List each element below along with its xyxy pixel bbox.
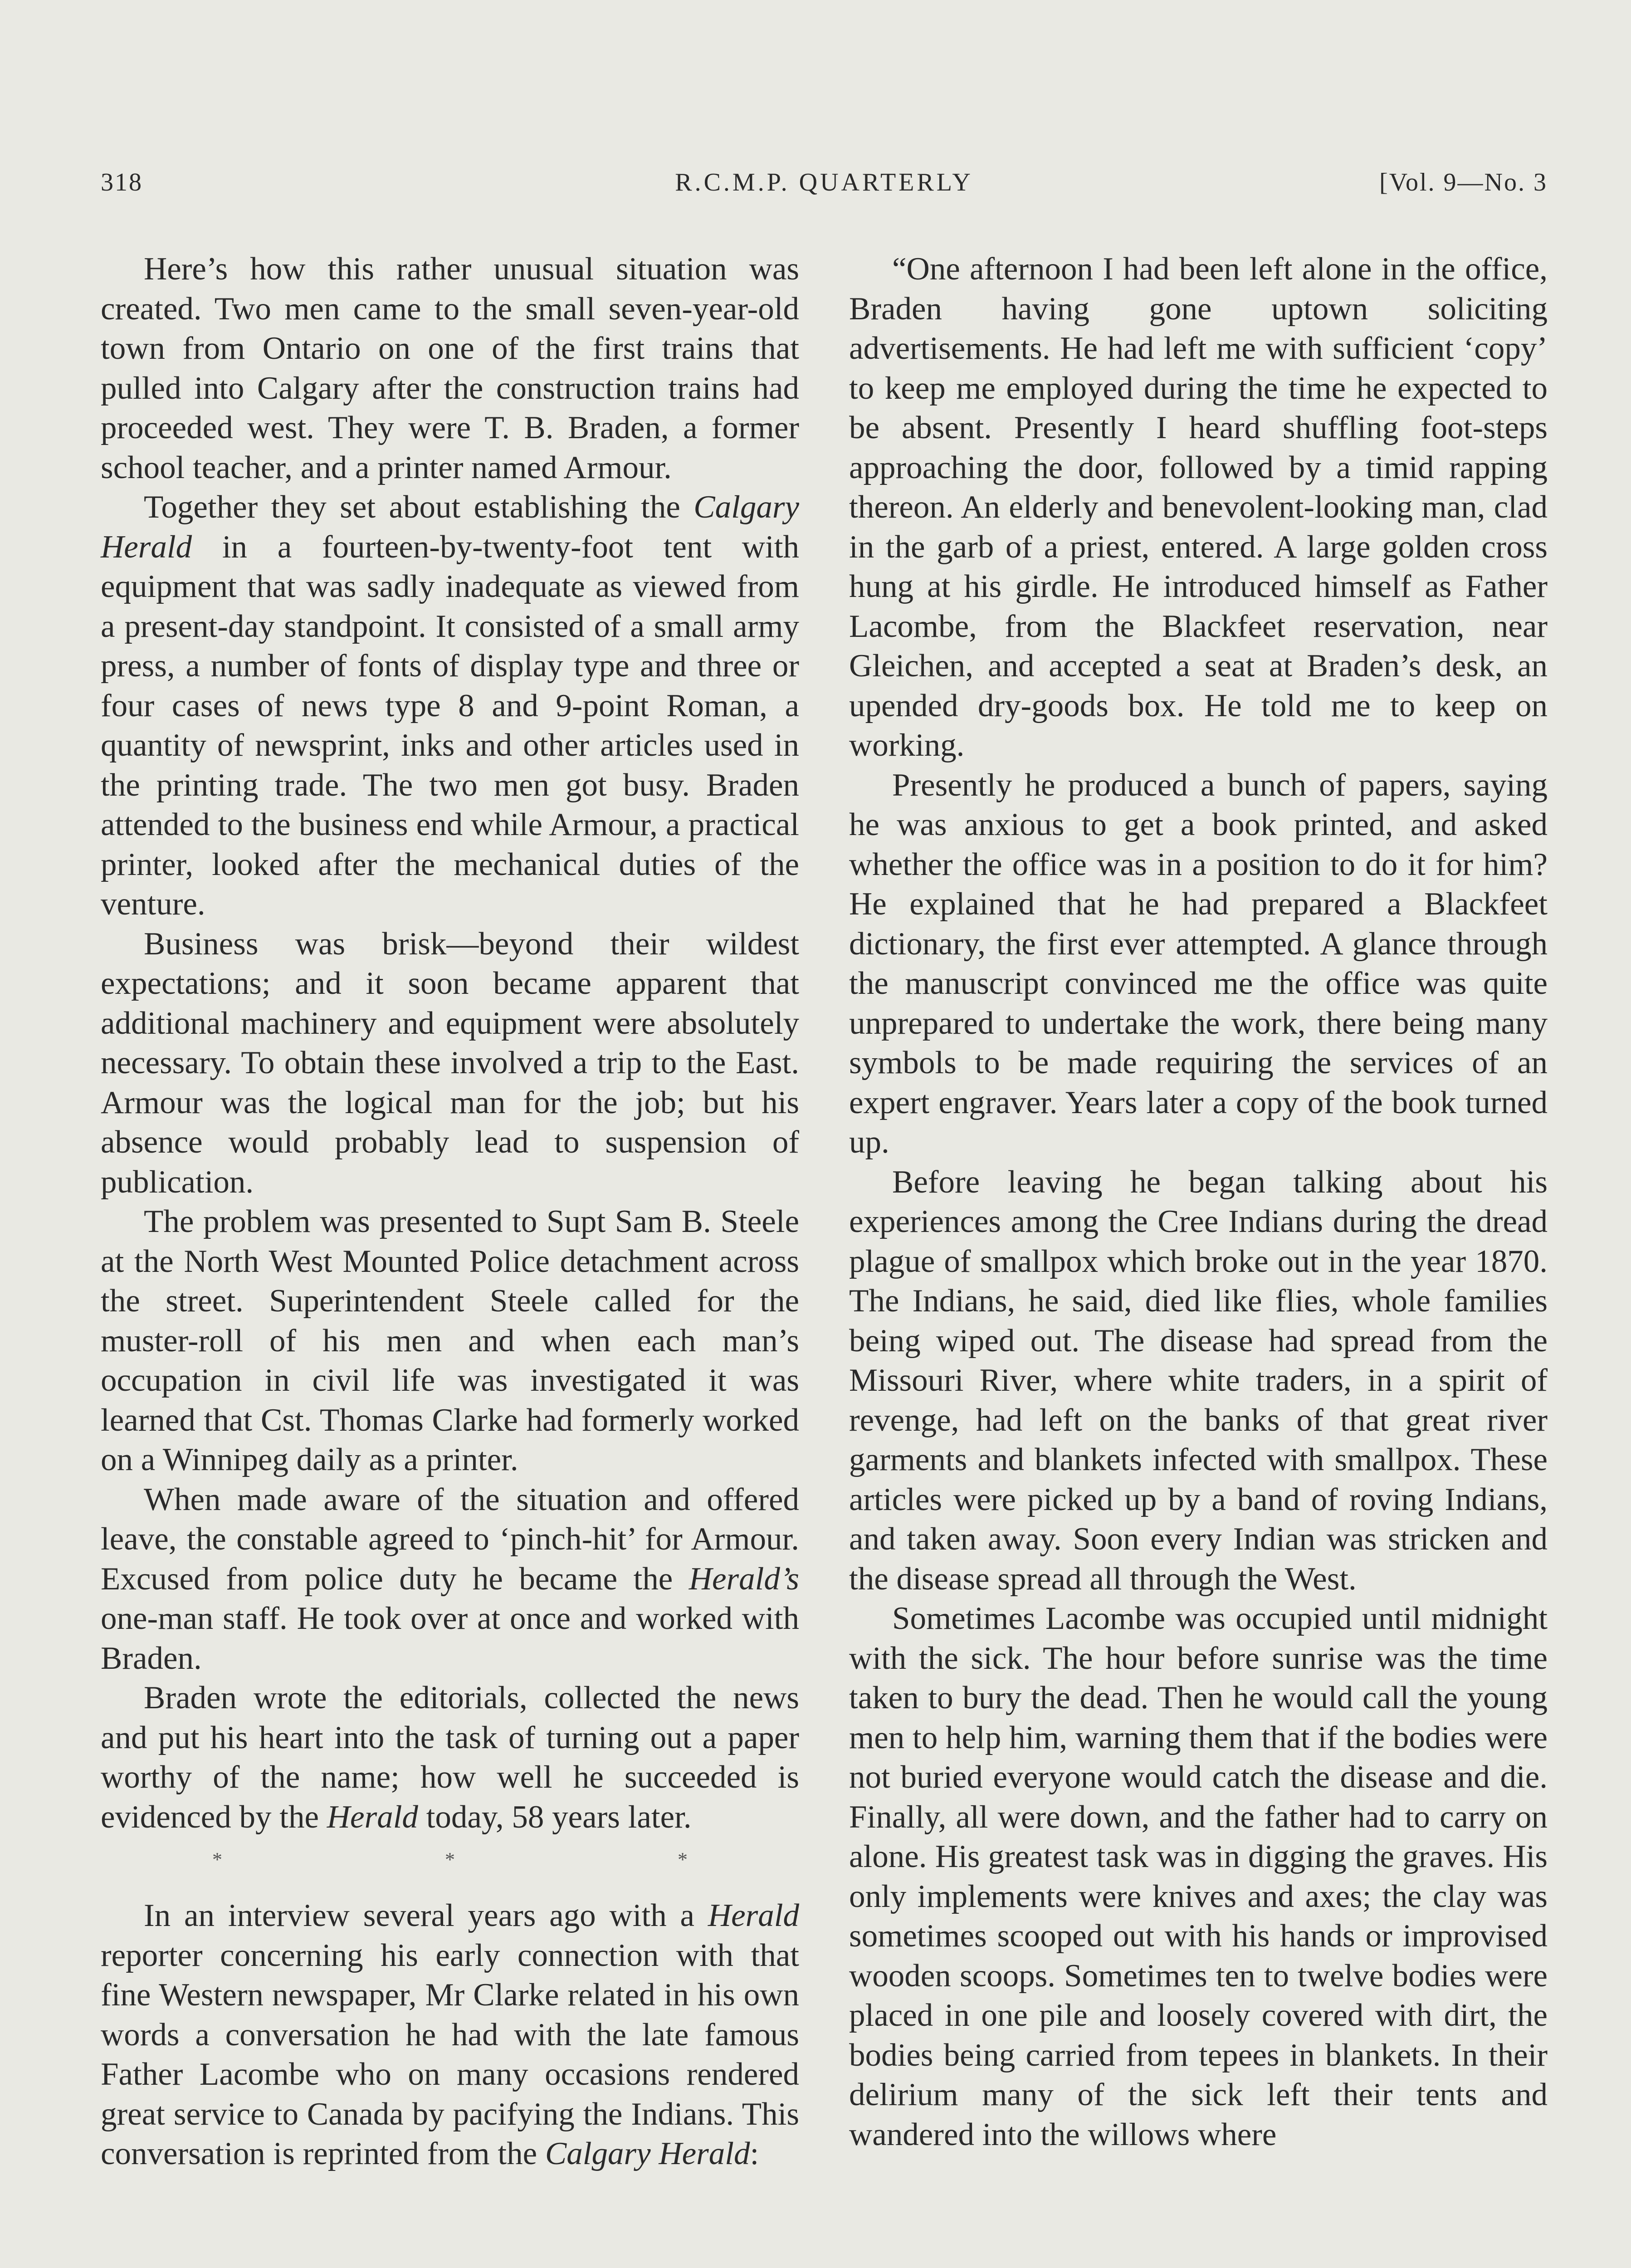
newspaper-title: Calgary Herald bbox=[101, 489, 799, 565]
paragraph-text: Here’s how this rather unusual situation was created. Two men came to the small seven-year-old town from Ontario on one of the first trains that pulled into Calgary after the construction trains had proceeded west. They were T. B. Braden, a former school teacher, and a printer named Armour. bbox=[101, 251, 799, 485]
paragraph-text: Sometimes Lacombe was occupied until midnight with the sick. The hour before sunrise was the time taken to bury the dead. Then he would call the young men to help him, warning them that if the bodies were not buried everyone would catch the disease and die. Finally, all were down, and the father had to carry on alone. His greatest task was in digging the graves. His only implements were knives and axes; the clay was sometimes scooped out with his hands or improvised wooden scoops. Sometimes ten to twelve bodies were placed in one pile and loosely covered with dirt, the bodies being carried from tepees in blankets. In their delirium many of the sick left their tents and wandered into the willows where bbox=[849, 1601, 1548, 2152]
paragraph-text: Presently he produced a bunch of papers, saying he was anxious to get a book printed, and asked whether the office was in a position to do it for him? He explained that he had prepared a Blackfeet dictionary, the first ever attempted. A glance through the manuscript convinced me the office was quite unprepared to undertake the work, there being many symbols to be made requiring the services of an expert engraver. Years later a copy of the book turned up. bbox=[849, 767, 1548, 1160]
paragraph bbox=[849, 1599, 1548, 2155]
paragraph-text: : bbox=[750, 2136, 759, 2171]
right-column bbox=[849, 249, 1548, 2155]
section-separator: * * * bbox=[212, 1848, 796, 1871]
paragraph-text: today, 58 years later. bbox=[418, 1799, 692, 1835]
paragraph bbox=[101, 1896, 799, 2174]
newspaper-title: Herald bbox=[708, 1898, 799, 1933]
newspaper-title: Calgary Herald bbox=[545, 2136, 750, 2171]
paragraph bbox=[849, 1163, 1548, 1599]
paragraph bbox=[101, 1202, 799, 1480]
paragraph-text: Before leaving he began talking about his experiences among the Cree Indians during the dread plague of smallpox which broke out in the year 1870. The Indians, he said, died like flies, whole families being wiped out. The disease had spread from the Missouri River, where white traders, in a spirit of revenge, had left on the banks of that great river garments and blankets infected with smallpox. These articles were picked up by a band of roving Indians, and taken away. Soon every Indian was stricken and the disease spread all through the West. bbox=[849, 1164, 1548, 1597]
paragraph bbox=[101, 1678, 799, 1837]
paragraph bbox=[101, 249, 799, 488]
paragraph-text: Business was brisk—beyond their wildest expectations; and it soon became apparent that additional machinery and equipment were absolutely necessary. To obtain these involved a trip to the East. Armour was the logical man for the job; but his absence would probably lead to suspension of publication. bbox=[101, 926, 799, 1200]
page-number: 318 bbox=[101, 168, 143, 196]
left-column bbox=[101, 249, 799, 2174]
page-header bbox=[101, 168, 1548, 209]
paragraph bbox=[101, 924, 799, 1202]
paragraph-text: Braden wrote the editorials, collected the news and put his heart into the task of turning out a paper worthy of the name; how well he succeeded is evidenced by the bbox=[101, 1680, 799, 1835]
paragraph bbox=[849, 249, 1548, 766]
issue-reference: [Vol. 9—No. 3 bbox=[1379, 168, 1548, 196]
paragraph-text: one-man staff. He took over at once and worked with Braden. bbox=[101, 1601, 799, 1676]
newspaper-title: Herald bbox=[327, 1799, 418, 1835]
paragraph bbox=[849, 766, 1548, 1163]
paragraph-text: Together they set about establishing the bbox=[144, 489, 694, 525]
paragraph-text: When made aware of the situation and offered leave, the constable agreed to ‘pinch-hit’ for Armour. Excused from police duty he became the bbox=[101, 1481, 799, 1597]
paragraph-text: The problem was presented to Supt Sam B. Steele at the North West Mounted Police detachment across the street. Superintendent Steele called for the muster-roll of his men and when each man’s occupation in civil life was investigated it was learned that Cst. Thomas Clarke had formerly worked on a Winnipeg daily as a printer. bbox=[101, 1204, 799, 1477]
paragraph-text: in a fourteen-by-twenty-foot tent with equipment that was sadly inadequate as viewed from a present-day standpoint. It consisted of a small army press, a number of fonts of display type and three or four cases of news type 8 and 9-point Roman, a quantity of newsprint, inks and other articles used in the printing trade. The two men got busy. Braden attended to the business end while Armour, a practical printer, looked after the mechanical duties of the venture. bbox=[101, 529, 799, 922]
paragraph-text: In an interview several years ago with a bbox=[144, 1898, 708, 1933]
paragraph bbox=[101, 1480, 799, 1679]
newspaper-title: Herald’s bbox=[689, 1561, 799, 1597]
paragraph-text: reporter concerning his early connection with that fine Western newspaper, Mr Clarke related in his own words a conversation he had with the late famous Father Lacombe who on many occasions rendered great service to Canada by pacifying the Indians. This conversation is reprinted from the bbox=[101, 1937, 799, 2171]
running-title: R.C.M.P. QUARTERLY bbox=[675, 168, 973, 196]
paragraph-text: “One afternoon I had been left alone in the office, Braden having gone uptown soliciting advertisements. He had left me with sufficient ‘copy’ to keep me employed during the time he expected to be absent. Presently I heard shuffling foot-steps approaching the door, followed by a timid rapping thereon. An elderly and benevolent-looking man, clad in the garb of a priest, entered. A large golden cross hung at his girdle. He introduced himself as Father Lacombe, from the Blackfeet reservation, near Gleichen, and accepted a seat at Braden’s desk, an upended dry-goods box. He told me to keep on working. bbox=[849, 251, 1548, 763]
paragraph bbox=[101, 488, 799, 924]
